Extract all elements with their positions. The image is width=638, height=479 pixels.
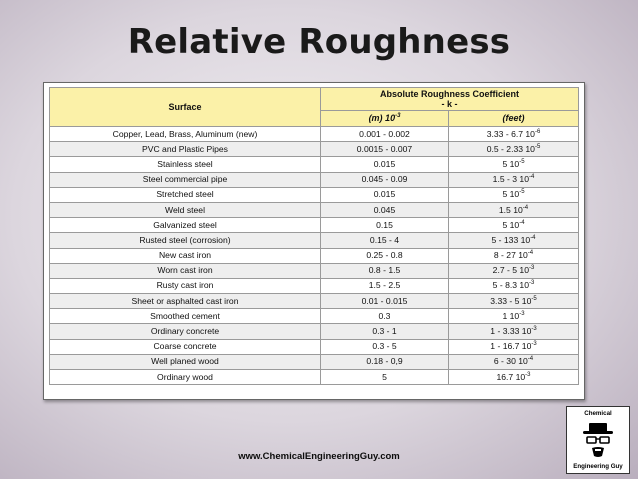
cell-roughness-ft: [449, 278, 579, 293]
cell-roughness-ft-value: 5 - 133 10: [491, 234, 531, 245]
cell-surface: Stretched steel: [50, 187, 321, 202]
table-row: [50, 294, 579, 309]
cell-surface: Coarse concrete: [50, 339, 321, 354]
cell-surface: Weld steel: [50, 202, 321, 217]
cell-roughness-ft-value: 6 - 30 10: [493, 356, 528, 367]
cell-roughness-ft-exponent: -4: [528, 174, 535, 181]
cell-roughness-m: 0.3 - 5: [321, 339, 449, 354]
cell-roughness-m: 0.01 - 0.015: [321, 294, 449, 309]
logo-bottom-text: Engineering Guy: [573, 463, 623, 470]
cell-surface: Rusted steel (corrosion): [50, 233, 321, 248]
cell-roughness-ft-exponent: -5: [519, 189, 525, 196]
cell-roughness-ft-value: 8 - 27 10: [493, 250, 528, 261]
cell-surface: Smoothed cement: [50, 309, 321, 324]
header-coef-line1: Absolute Roughness Coefficient: [380, 89, 520, 100]
table-row: [50, 309, 579, 324]
cell-roughness-ft: [449, 127, 579, 142]
cell-roughness-ft: [449, 172, 579, 187]
table-row: [50, 218, 579, 233]
cell-roughness-m: 0.18 - 0,9: [321, 354, 449, 369]
cell-roughness-ft-exponent: -3: [531, 326, 537, 333]
cell-roughness-ft-value: 16.7 10: [496, 371, 526, 382]
cell-roughness-ft-exponent: -3: [531, 341, 537, 348]
cell-roughness-m: 0.3: [321, 309, 449, 324]
logo: [566, 406, 630, 474]
cell-roughness-m: 0.25 - 0.8: [321, 248, 449, 263]
cell-roughness-m: 0.015: [321, 187, 449, 202]
cell-surface: PVC and Plastic Pipes: [50, 142, 321, 157]
cell-surface: Well planed wood: [50, 354, 321, 369]
cell-roughness-ft-value: 1.5 - 3 10: [492, 174, 529, 185]
cell-roughness-ft-value: 1 10: [502, 310, 520, 321]
cell-roughness-ft-exponent: -3: [519, 310, 525, 317]
cell-roughness-m: 0.15 - 4: [321, 233, 449, 248]
cell-roughness-ft-exponent: -6: [534, 128, 541, 135]
cell-roughness-ft: [449, 354, 579, 369]
header-unit-meters: [321, 111, 449, 127]
table-row: [50, 339, 579, 354]
cell-roughness-ft-exponent: -3: [525, 371, 531, 378]
cell-roughness-m: 0.001 - 0.002: [321, 127, 449, 142]
table-row: [50, 172, 579, 187]
table-row: [50, 324, 579, 339]
table-row: [50, 354, 579, 369]
unit-m-exponent: -3: [395, 113, 401, 120]
cell-roughness-ft-value: 1 - 3.33 10: [490, 326, 532, 337]
table-row: [50, 278, 579, 293]
cell-roughness-ft: [449, 157, 579, 172]
table-row: [50, 233, 579, 248]
logo-top-text: Chemical: [584, 410, 612, 417]
cell-surface: Steel commercial pipe: [50, 172, 321, 187]
cell-surface: Ordinary concrete: [50, 324, 321, 339]
cell-roughness-ft-exponent: -3: [528, 280, 535, 287]
cell-roughness-ft: [449, 202, 579, 217]
cell-roughness-ft-value: 5 10: [502, 189, 520, 200]
cell-roughness-ft-value: 0.5 - 2.33 10: [486, 143, 535, 154]
cell-roughness-ft-value: 5 10: [502, 158, 520, 169]
cell-roughness-m: 0.0015 - 0.007: [321, 142, 449, 157]
cell-roughness-m: 0.8 - 1.5: [321, 263, 449, 278]
cell-roughness-ft: [449, 142, 579, 157]
cell-surface: Rusty cast iron: [50, 278, 321, 293]
roughness-table: [49, 87, 579, 385]
cell-roughness-m: 5: [321, 370, 449, 385]
cell-roughness-m: 0.045: [321, 202, 449, 217]
cell-roughness-ft-value: 1 - 16.7 10: [490, 341, 532, 352]
cell-roughness-ft-exponent: -4: [527, 356, 534, 363]
table-row: [50, 263, 579, 278]
cell-roughness-ft-value: 2.7 - 5 10: [492, 265, 529, 276]
cell-roughness-ft: [449, 187, 579, 202]
cell-roughness-ft-exponent: -3: [528, 265, 535, 272]
table-row: [50, 157, 579, 172]
cell-roughness-ft: [449, 218, 579, 233]
cell-roughness-m: 0.015: [321, 157, 449, 172]
cell-roughness-m: 0.3 - 1: [321, 324, 449, 339]
footer-url: www.ChemicalEngineeringGuy.com: [238, 451, 400, 462]
cell-roughness-ft-exponent: -4: [522, 204, 529, 211]
cell-roughness-ft: [449, 248, 579, 263]
cell-roughness-ft-value: 3.33 - 6.7 10: [486, 128, 535, 139]
cell-roughness-m: 0.045 - 0.09: [321, 172, 449, 187]
table-row: [50, 187, 579, 202]
cell-surface: Copper, Lead, Brass, Aluminum (new): [50, 127, 321, 142]
cell-roughness-ft-exponent: -4: [519, 219, 525, 226]
cell-roughness-ft-exponent: -5: [519, 159, 525, 166]
cell-roughness-ft-value: 1.5 10: [498, 204, 523, 215]
table-body: [50, 127, 579, 385]
heisenberg-hat-glasses-icon: [582, 421, 614, 459]
cell-roughness-ft: [449, 370, 579, 385]
unit-m-text: (m) 10: [368, 113, 396, 124]
cell-roughness-ft: [449, 233, 579, 248]
table-header-row: [50, 88, 579, 111]
cell-roughness-ft-exponent: -4: [530, 235, 536, 242]
cell-roughness-ft-exponent: -4: [527, 250, 534, 257]
cell-surface: Ordinary wood: [50, 370, 321, 385]
cell-roughness-ft: [449, 309, 579, 324]
cell-surface: Sheet or asphalted cast iron: [50, 294, 321, 309]
cell-roughness-m: 1.5 - 2.5: [321, 278, 449, 293]
cell-roughness-ft-value: 5 10: [502, 219, 520, 230]
table-row: [50, 370, 579, 385]
cell-roughness-ft-value: 5 - 8.3 10: [492, 280, 529, 291]
header-coef-line2: - k -: [441, 99, 458, 110]
cell-roughness-ft: [449, 339, 579, 354]
table-row: [50, 127, 579, 142]
table-row: [50, 248, 579, 263]
cell-roughness-ft-exponent: -5: [531, 295, 537, 302]
slide-title: Relative Roughness: [127, 22, 511, 62]
cell-surface: Worn cast iron: [50, 263, 321, 278]
cell-roughness-ft: [449, 263, 579, 278]
cell-surface: Galvanized steel: [50, 218, 321, 233]
cell-surface: Stainless steel: [50, 157, 321, 172]
cell-roughness-ft-exponent: -5: [534, 143, 541, 150]
cell-roughness-ft: [449, 324, 579, 339]
header-surface: Surface: [50, 88, 321, 127]
cell-roughness-ft: [449, 294, 579, 309]
cell-surface: New cast iron: [50, 248, 321, 263]
table-row: [50, 202, 579, 217]
table-row: [50, 142, 579, 157]
roughness-table-frame: [43, 82, 585, 400]
cell-roughness-m: 0.15: [321, 218, 449, 233]
cell-roughness-ft-value: 3.33 - 5 10: [490, 295, 532, 306]
header-unit-feet: (feet): [449, 111, 579, 127]
header-absolute-roughness: [321, 88, 579, 111]
